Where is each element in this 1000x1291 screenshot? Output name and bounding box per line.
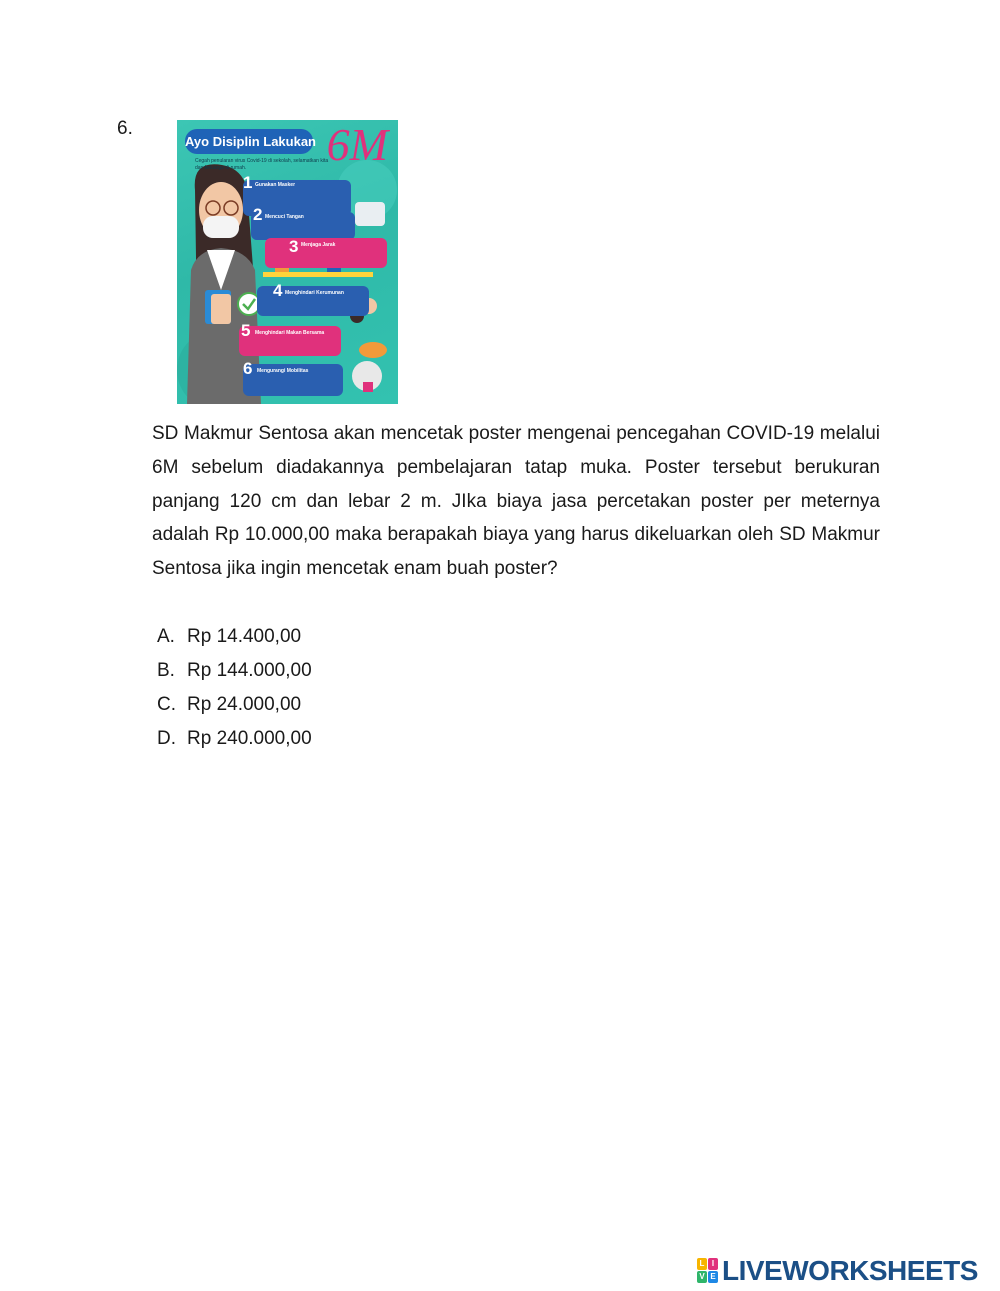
- liveworksheets-logo-text: LIVEWORKSHEETS: [722, 1255, 978, 1286]
- poster-step-5-number: 5: [241, 321, 251, 340]
- poster-step-6-number: 6: [243, 359, 253, 378]
- logo-icon-cell-1: L: [697, 1258, 707, 1270]
- poster-step-4-label: Menghindari Kerumunan: [285, 290, 344, 296]
- poster-step-4-number: 4: [273, 281, 283, 300]
- logo-icon-cell-3: V: [697, 1271, 707, 1283]
- answer-options: [157, 620, 312, 756]
- option-c[interactable]: [157, 688, 312, 722]
- poster-step-3-label: Menjaga Jarak: [301, 242, 336, 248]
- liveworksheets-logo-icon: [697, 1258, 719, 1284]
- option-b-text: Rp 144.000,00: [187, 660, 312, 681]
- poster-step-5-label: Menghindari Makan Bersama: [255, 330, 325, 336]
- logo-icon-cell-2: I: [708, 1258, 718, 1270]
- option-c-letter: C.: [157, 694, 176, 715]
- poster-title: Ayo Disiplin Lakukan: [185, 129, 313, 154]
- question-number: 6.: [117, 118, 133, 139]
- poster-step-3-number: 3: [289, 237, 299, 256]
- liveworksheets-logo[interactable]: [697, 1256, 978, 1286]
- option-a-letter: A.: [157, 626, 175, 647]
- option-a[interactable]: [157, 620, 312, 654]
- poster-step-1-number: 1: [243, 173, 253, 192]
- option-c-text: Rp 24.000,00: [187, 694, 302, 715]
- option-d-letter: D.: [157, 728, 176, 749]
- poster-step-1-label: Gunakan Masker: [255, 182, 296, 188]
- option-b[interactable]: [157, 654, 312, 688]
- logo-icon-cell-4: E: [708, 1271, 718, 1283]
- poster-6m-badge: 6M: [326, 120, 388, 170]
- poster-step-2-label: Mencuci Tangan: [265, 214, 304, 220]
- covid-6m-poster-image: [177, 120, 398, 404]
- poster-subtitle: Cegah penularan virus Covid-19 di sekolah, selamatkan kita dan keluarga di rumah.: [195, 158, 329, 171]
- option-b-letter: B.: [157, 660, 175, 681]
- option-d-text: Rp 240.000,00: [187, 728, 312, 749]
- poster-step-6-label: Mengurangi Mobilitas: [257, 368, 309, 374]
- poster-step-2-number: 2: [253, 205, 263, 224]
- question-text: SD Makmur Sentosa akan mencetak poster mengenai pencegahan COVID-19 melalui 6M sebelum diadakannya pembelajaran tatap muka. Poster tersebut berukuran panjang 120 cm dan lebar 2 m. JIka biaya jasa percetakan poster per meternya adalah Rp 10.000,00 maka berapakah biaya yang harus dikeluarkan oleh SD Makmur Sentosa jika ingin mencetak enam buah poster?: [152, 423, 880, 580]
- option-a-text: Rp 14.400,00: [187, 626, 302, 647]
- option-d[interactable]: [157, 722, 312, 756]
